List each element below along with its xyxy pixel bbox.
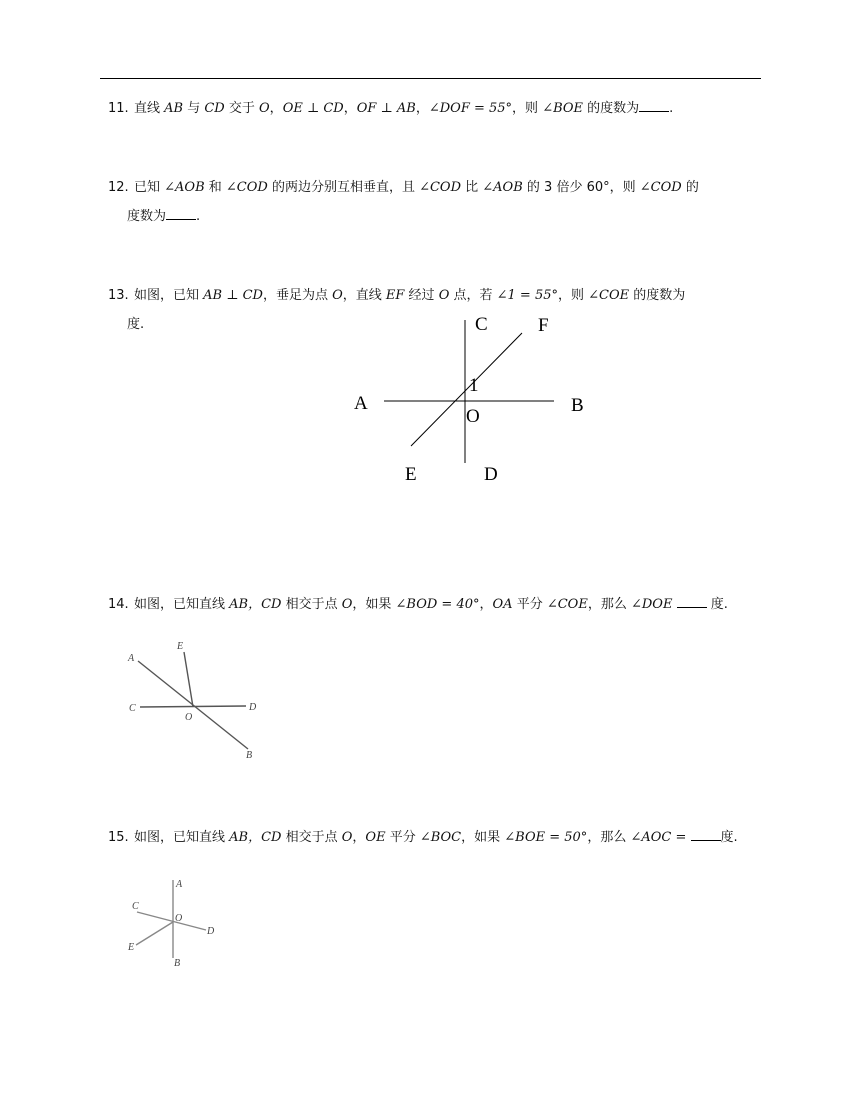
label-c: C <box>475 314 488 335</box>
label-d: D <box>484 464 498 485</box>
label-e: E <box>128 942 135 953</box>
label-o: O <box>175 913 183 924</box>
label-o: O <box>466 406 480 427</box>
label-d: D <box>207 926 215 937</box>
label-e: E <box>177 641 184 652</box>
label-b: B <box>174 958 181 969</box>
question-number: 15. <box>108 830 129 845</box>
question-14: 14. 如图，已知直线 AB，CD 相交于点 O，如果 ∠BOD = 40°，OA 平分 ∠COE，那么 ∠DOE 度. <box>108 590 760 619</box>
label-e: E <box>405 464 417 485</box>
label-o: O <box>185 712 193 723</box>
line-cd <box>137 912 206 930</box>
label-a: A <box>354 393 368 414</box>
label-b: B <box>246 750 253 761</box>
question-15: 15. 如图，已知直线 AB，CD 相交于点 O，OE 平分 ∠BOC，如果 ∠BOE = 50°，那么 ∠AOC = 度. <box>108 823 760 852</box>
question-11: 11. 直线 AB 与 CD 交于 O，OE ⊥ CD，OF ⊥ AB，∠DOF = 55°，则 ∠BOE 的度数为 . <box>108 94 760 123</box>
label-a: A <box>128 653 135 664</box>
label-f: F <box>538 315 549 336</box>
question-number: 13. <box>108 288 129 303</box>
question-12: 12. 已知 ∠AOB 和 ∠COD 的两边分别互相垂直，且 ∠COD 比 ∠AOB 的 3 倍少 60°，则 ∠COD 的 度数为 . <box>108 173 760 231</box>
question-number: 11. <box>108 101 129 116</box>
label-d: D <box>249 702 257 713</box>
label-c: C <box>129 703 136 714</box>
label-a: A <box>176 879 183 890</box>
question-number: 12. <box>108 180 129 195</box>
question-number: 14. <box>108 597 129 612</box>
label-c: C <box>132 901 139 912</box>
label-b: B <box>571 395 584 416</box>
label-angle-1: 1 <box>469 375 479 396</box>
ray-oe <box>136 922 173 945</box>
question-13: 13. 如图，已知 AB ⊥ CD，垂足为点 O，直线 EF 经过 O 点，若 ∠1 = 55°，则 ∠COE 的度数为 度. <box>108 281 760 339</box>
